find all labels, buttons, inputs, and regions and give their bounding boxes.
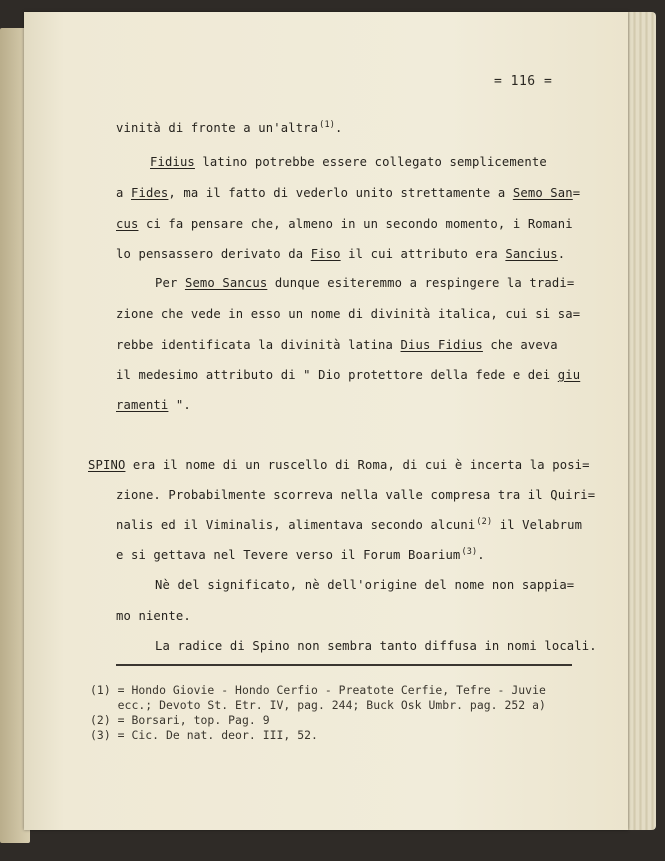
page-number: = 116 =: [494, 74, 553, 89]
text-run: il cui attributo era: [340, 247, 506, 261]
text-run: zione che vede in esso un nome di divinità italica, cui si sa=: [116, 307, 581, 321]
underlined-term: Fiso: [310, 247, 341, 261]
text-run: Nè del significato, nè dell'origine del nome non sappia=: [155, 578, 575, 592]
body-line: [116, 398, 191, 412]
text-run: lo pensassero derivato da: [116, 247, 311, 261]
text-run: latino potrebbe essere collegato semplicemente: [194, 155, 547, 169]
underlined-term: SPINO: [88, 458, 126, 472]
text-run: dunque esiteremmo a respingere la tradi=: [267, 276, 575, 290]
underlined-term: Fides: [130, 186, 169, 200]
body-line: [155, 578, 574, 592]
underlined-term: Sancius: [505, 247, 558, 261]
body-line: [88, 458, 590, 472]
text-run: ".: [168, 398, 191, 412]
body-line: [116, 517, 582, 532]
text-run: il medesimo attributo di " Dio protettore della fede e dei: [116, 368, 558, 382]
text-run: e si gettava nel Tevere verso il Forum Boarium: [116, 548, 461, 562]
text-run: .: [477, 548, 485, 562]
text-run: Per: [155, 276, 185, 290]
underlined-term: cus: [116, 217, 139, 231]
text-run: La radice di Spino non sembra tanto diffusa in nomi locali.: [155, 639, 597, 653]
body-line: [155, 276, 574, 290]
body-line: [116, 368, 580, 382]
underlined-term: Dius Fidius: [400, 338, 483, 352]
footnote-3: (3) = Cic. De nat. deor. III, 52.: [90, 728, 318, 742]
underlined-term: Semo San: [512, 186, 573, 200]
text-run: ci fa pensare che, almeno in un secondo momento, i Romani: [138, 217, 573, 231]
text-run: .: [557, 247, 566, 261]
underlined-term: Fidius: [150, 155, 195, 169]
body-line: [116, 609, 191, 623]
text-run: che aveva: [482, 338, 558, 352]
body-line: [116, 307, 580, 321]
body-line: [116, 186, 580, 200]
text-run: zione. Probabilmente scorreva nella valle compresa tra il Quiri=: [116, 488, 596, 502]
body-line: [155, 639, 597, 653]
body-line: [116, 547, 485, 562]
text-run: era il nome di un ruscello di Roma, di cui è incerta la posi=: [125, 458, 590, 472]
body-line: [116, 217, 573, 231]
footnote-reference: (2): [476, 517, 493, 527]
footnote-1: (1) = Hondo Giovie - Hondo Cerfio - Preatote Cerfie, Tefre - Juvie: [90, 683, 546, 697]
text-run: nalis ed il Viminalis, alimentava secondo alcuni: [116, 518, 476, 532]
footnote-separator: [116, 664, 572, 666]
footnote-reference: (3): [461, 547, 478, 557]
body-line: [150, 155, 547, 169]
underlined-term: Semo Sancus: [184, 276, 268, 290]
text-run: mo niente.: [116, 609, 191, 623]
footnote-reference: (1): [319, 120, 335, 130]
text-run: a: [116, 186, 131, 200]
underlined-term: giu: [557, 368, 581, 382]
body-line: [116, 120, 342, 135]
underlined-term: ramenti: [116, 398, 169, 412]
text-run: il Velabrum: [492, 518, 583, 532]
text-run: , ma il fatto di vederlo unito strettamente a: [168, 186, 513, 200]
footnote-2: (2) = Borsari, top. Pag. 9: [90, 713, 270, 727]
body-line: [116, 488, 595, 502]
body-line: [116, 338, 558, 352]
footnote-1-continuation: ecc.; Devoto St. Etr. IV, pag. 244; Buck Osk Umbr. pag. 252 a): [90, 698, 546, 712]
text-run: rebbe identificata la divinità latina: [116, 338, 401, 352]
text-run: .: [334, 121, 343, 135]
body-line: [116, 247, 565, 261]
text-run: =: [572, 186, 581, 200]
text-run: vinità di fronte a un'altra: [116, 121, 319, 135]
